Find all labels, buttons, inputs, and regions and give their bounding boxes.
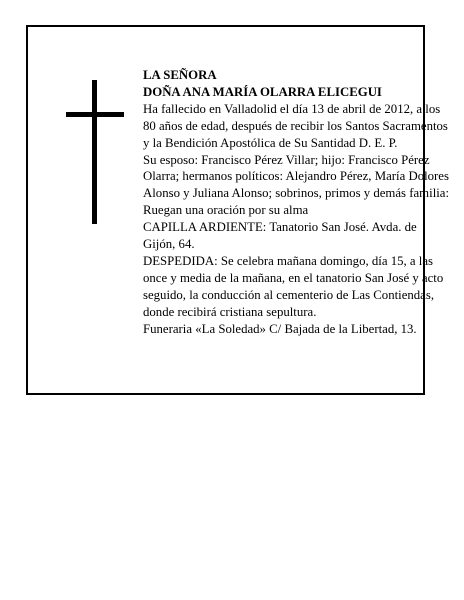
notice-text <box>143 67 451 338</box>
funeral-home: Funeraria «La Soledad» C/ Bajada de la Libertad, 13. <box>143 321 417 336</box>
family-list: Su esposo: Francisco Pérez Villar; hijo: Francisco Pérez Olarra; hermanos políticos: Alejandro Pérez, María Dolores Alonso y Juliana Alonso; sobrinos, primos y demás familia: <box>143 152 450 201</box>
cross-vertical-bar <box>92 80 97 224</box>
obituary-notice <box>26 25 450 395</box>
cross-horizontal-bar <box>66 112 124 117</box>
death-announcement: Ha fallecido en Valladolid el día 13 de abril de 2012, a los 80 años de edad, después de recibir los Santos Sacramentos y la Bendición Apostólica de Su Santidad D. E. P. <box>143 101 448 150</box>
farewell-details: DESPEDIDA: Se celebra mañana domingo, día 15, a las once y media de la mañana, en el tanatorio San José y acto seguido, la conducción al cementerio de Las Contiendas, donde recibirá cristiana sepultura. <box>143 253 444 319</box>
funeral-chapel: CAPILLA ARDIENTE: Tanatorio San José. Avda. de Gijón, 64. <box>143 220 417 252</box>
notice-heading: LA SEÑORA <box>143 68 217 82</box>
prayer-request: Ruegan una oración por su alma <box>143 203 309 218</box>
deceased-name: DOÑA ANA MARÍA OLARRA ELICEGUI <box>143 84 382 99</box>
